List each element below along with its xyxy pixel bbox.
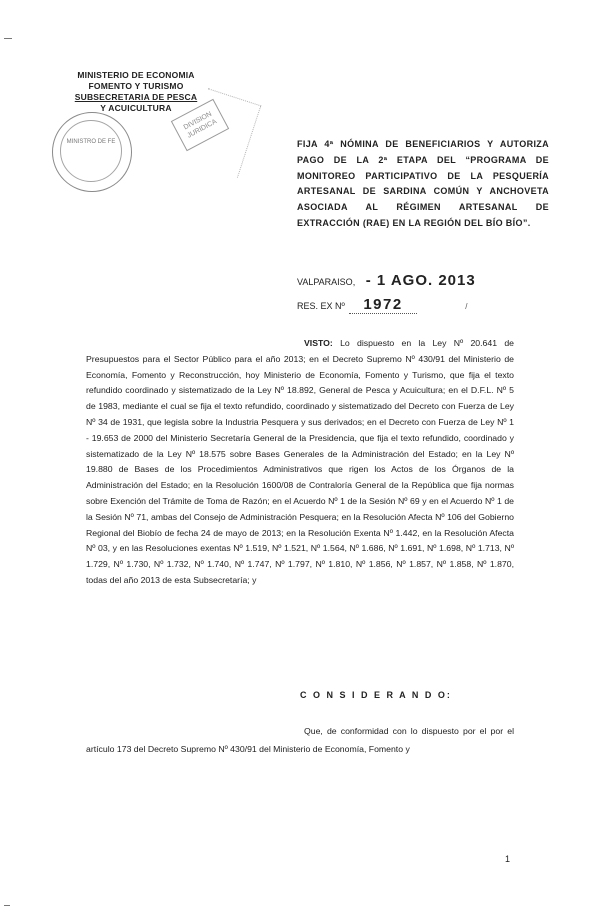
division-stamp-text: DIVISION JURIDICA [182, 110, 219, 140]
visto-paragraph [86, 336, 514, 589]
header-line-1: MINISTERIO DE ECONOMIA [77, 70, 195, 80]
date-value: - 1 AGO. 2013 [365, 272, 476, 289]
date-place: VALPARAISO, [297, 277, 356, 287]
resolution-label: RES. EX Nº [297, 301, 345, 311]
header-line-2: FOMENTO Y TURISMO [88, 81, 184, 91]
visto-text: Lo dispuesto en la Ley Nº 20.641 de Presupuestos para el Sector Público para el año 2013; en el Decreto Supremo Nº 430/91 del Ministerio de Economía, Fomento y Reconstrucción, hoy Ministerio de Economía, Fomento y Turismo, que fija el texto refundido coordinado y sistematizado de la Ley Nº 18.892, General de Pesca y Acuicultura; en el D.F.L. Nº 5 de 1983, mediante el cual se fija el texto refundido, coordinado y sistematizado del Decreto con Fuerza de Ley Nº 34 de 1931, que legisla sobre la Industria Pesquera y sus derivados; en el Decreto con Fuerza de Ley Nº 1 - 19.653 de 2000 del Ministerio Secretaría General de la Presidencia, que fija el texto refundido, coordinado y sistematizado de la Ley Nº 18.575 sobre Bases Generales de la Administración del Estado; en la Ley Nº 19.880 de Bases de los Procedimientos Administrativos que rigen los Actos de los Órganos de la Administración del Estado; en la Resolución 1600/08 de Contraloría General de la República que fija normas sobre Exención del Trámite de Toma de Razón; en el Acuerdo Nº 1 de la Sesión Nº 69 y en el Acuerdo Nº 1 de la Sesión Nº 71, ambas del Consejo de Administración Pesquera; en la Resolución Afecta Nº 106 del Gobierno Regional del Biobío de fecha 24 de mayo de 2013; en la Resolución Exenta Nº 1.442, en la Resolución Afecta Nº 03, y en las Resoluciones exentas Nº 1.519, Nº 1.521, Nº 1.564, Nº 1.686, Nº 1.691, Nº 1.698, Nº 1.713, Nº 1.729, Nº 1.730, Nº 1.732, Nº 1.740, Nº 1.747, Nº 1.797, Nº 1.810, Nº 1.856, Nº 1.857, Nº 1.858, Nº 1.870, todas del año 2013 de esta Subsecretaría; y [86, 338, 514, 585]
visto-label: VISTO: [304, 338, 333, 348]
resolution-mark: / [465, 302, 468, 311]
header-line-4: Y ACUICULTURA [100, 103, 172, 113]
scan-mark-top [4, 38, 12, 39]
resolution-title: FIJA 4ª NÓMINA DE BENEFICIARIOS Y AUTORIZA PAGO DE LA 2ª ETAPA DEL “PROGRAMA DE MONITOREO PARTICIPATIVO DE LA PESQUERÍA ARTESANAL DE SARDINA COMÚN Y ANCHOVETA ASOCIADA AL RÉGIMEN ARTESANAL DE EXTRACCIÓN (RAE) EN LA REGIÓN DEL BÍO BÍO”. [297, 139, 549, 228]
round-stamp-inner [60, 120, 122, 182]
header-line-3: SUBSECRETARIA DE PESCA [74, 92, 198, 102]
considerando-heading: C O N S I D E R A N D O: [300, 690, 452, 700]
resolution-number: 1972 [349, 296, 416, 314]
resolution-number-line [297, 296, 467, 314]
round-stamp-text: MINISTRO DE FE [66, 139, 116, 145]
considerando-paragraph [86, 722, 514, 758]
page-number: 1 [505, 854, 511, 864]
date-line [297, 272, 476, 289]
scan-mark-bottom [4, 905, 10, 906]
considerando-text: Que, de conformidad con lo dispuesto por el por el artículo 173 del Decreto Supremo Nº 430/91 del Ministerio de Economía, Fomento y [86, 726, 514, 754]
ministry-header [66, 70, 206, 114]
